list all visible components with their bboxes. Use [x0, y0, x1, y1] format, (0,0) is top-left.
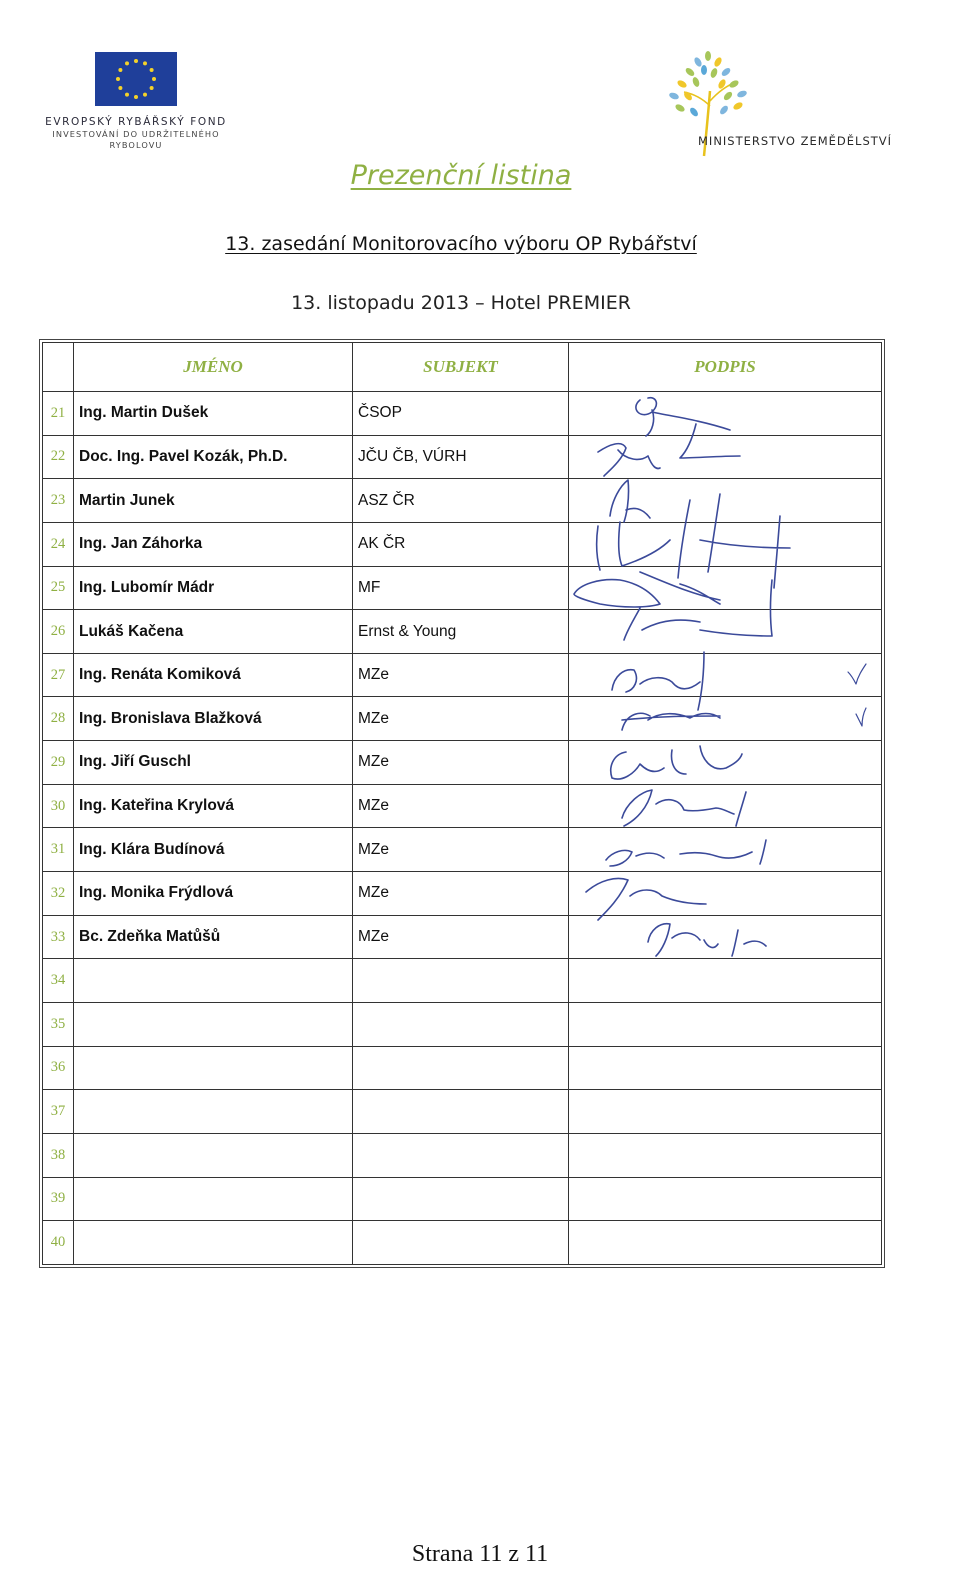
meeting-title: 13. zasedání Monitorovacího výboru OP Rybářství [225, 233, 697, 255]
row-number: 30 [43, 784, 74, 828]
signature-cell [569, 872, 882, 916]
signature-cell [569, 522, 882, 566]
signature-cell [569, 1002, 882, 1046]
attendee-subject: ČSOP [353, 392, 569, 436]
attendee-name: Lukáš Kačena [74, 610, 353, 654]
signature-cell [569, 1221, 882, 1265]
table-row [43, 522, 882, 566]
attendee-subject: MZe [353, 741, 569, 785]
row-number: 22 [43, 435, 74, 479]
attendee-subject: MZe [353, 697, 569, 741]
row-number: 25 [43, 566, 74, 610]
signature-cell [569, 828, 882, 872]
column-header-number [43, 343, 74, 392]
signature-cell [569, 915, 882, 959]
table-header-row [43, 343, 882, 392]
eu-logo-name: EVROPSKÝ RYBÁŘSKÝ FOND [45, 116, 227, 128]
row-number: 27 [43, 653, 74, 697]
table-row [43, 653, 882, 697]
row-number: 29 [43, 741, 74, 785]
signature-cell [569, 610, 882, 654]
attendee-name: Ing. Jan Záhorka [74, 522, 353, 566]
attendee-subject [353, 1133, 569, 1177]
table-row [43, 1133, 882, 1177]
attendee-subject: MZe [353, 653, 569, 697]
attendance-table [39, 339, 885, 1268]
attendee-subject: MZe [353, 915, 569, 959]
signature-cell [569, 784, 882, 828]
column-header-name: JMÉNO [74, 343, 353, 392]
table-row [43, 566, 882, 610]
attendee-name [74, 1177, 353, 1221]
signature-cell [569, 1133, 882, 1177]
attendee-name: Ing. Martin Dušek [74, 392, 353, 436]
attendee-subject: MZe [353, 828, 569, 872]
meeting-date-venue: 13. listopadu 2013 – Hotel PREMIER [291, 292, 631, 314]
attendee-name: Ing. Jiří Guschl [74, 741, 353, 785]
page-number: Strana 11 z 11 [411, 1541, 549, 1567]
attendee-name [74, 1090, 353, 1134]
attendee-name: Ing. Klára Budínová [74, 828, 353, 872]
ministry-of-agriculture-logo [664, 46, 934, 158]
attendee-name [74, 1002, 353, 1046]
table-row [43, 610, 882, 654]
attendee-subject: ASZ ČR [353, 479, 569, 523]
attendee-subject [353, 1002, 569, 1046]
attendee-subject [353, 959, 569, 1003]
ministry-logo-name: MINISTERSTVO ZEMĚDĚLSTVÍ [698, 134, 893, 148]
signature-cell [569, 697, 882, 741]
table-row [43, 435, 882, 479]
attendee-name [74, 1046, 353, 1090]
column-header-signature: PODPIS [569, 343, 882, 392]
column-header-subject: SUBJEKT [353, 343, 569, 392]
attendee-name: Doc. Ing. Pavel Kozák, Ph.D. [74, 435, 353, 479]
attendee-name [74, 1221, 353, 1265]
table-row [43, 697, 882, 741]
attendee-name: Ing. Lubomír Mádr [74, 566, 353, 610]
table-row [43, 1090, 882, 1134]
row-number: 24 [43, 522, 74, 566]
attendee-subject [353, 1177, 569, 1221]
eu-logo-line3: RYBOLOVU [109, 140, 163, 150]
row-number: 40 [43, 1221, 74, 1265]
attendee-subject: AK ČR [353, 522, 569, 566]
row-number: 37 [43, 1090, 74, 1134]
attendee-name: Ing. Monika Frýdlová [74, 872, 353, 916]
table-row [43, 1002, 882, 1046]
signature-cell [569, 1090, 882, 1134]
table-row [43, 959, 882, 1003]
row-number: 39 [43, 1177, 74, 1221]
attendee-subject: Ernst & Young [353, 610, 569, 654]
table-row [43, 872, 882, 916]
signature-cell [569, 959, 882, 1003]
row-number: 35 [43, 1002, 74, 1046]
table-row [43, 479, 882, 523]
signature-cell [569, 1046, 882, 1090]
attendee-name: Martin Junek [74, 479, 353, 523]
document-title: Prezenční listina [350, 160, 572, 191]
attendee-name: Ing. Bronislava Blažková [74, 697, 353, 741]
attendee-name: Ing. Renáta Komiková [74, 653, 353, 697]
attendee-name [74, 959, 353, 1003]
row-number: 26 [43, 610, 74, 654]
row-number: 38 [43, 1133, 74, 1177]
attendee-name [74, 1133, 353, 1177]
row-number: 28 [43, 697, 74, 741]
signature-cell [569, 392, 882, 436]
row-number: 32 [43, 872, 74, 916]
table-row [43, 1177, 882, 1221]
attendee-subject: MZe [353, 784, 569, 828]
row-number: 21 [43, 392, 74, 436]
eu-flag-icon [95, 52, 177, 106]
eu-logo-line2: INVESTOVÁNÍ DO UDRŽITELNÉHO [52, 129, 220, 139]
attendee-subject [353, 1046, 569, 1090]
attendee-name: Bc. Zdeňka Matůšů [74, 915, 353, 959]
signature-cell [569, 566, 882, 610]
attendee-name: Ing. Kateřina Krylová [74, 784, 353, 828]
signature-cell [569, 1177, 882, 1221]
signature-cell [569, 653, 882, 697]
eu-fisheries-fund-logo [36, 52, 236, 151]
table-row [43, 1046, 882, 1090]
row-number: 36 [43, 1046, 74, 1090]
attendee-subject: MZe [353, 872, 569, 916]
table-row [43, 392, 882, 436]
table-row [43, 915, 882, 959]
attendee-subject: MF [353, 566, 569, 610]
row-number: 33 [43, 915, 74, 959]
row-number: 23 [43, 479, 74, 523]
row-number: 31 [43, 828, 74, 872]
signature-cell [569, 435, 882, 479]
signature-cell [569, 479, 882, 523]
attendee-subject [353, 1221, 569, 1265]
attendee-subject [353, 1090, 569, 1134]
table-row [43, 1221, 882, 1265]
attendee-subject: JČU ČB, VÚRH [353, 435, 569, 479]
table-row [43, 741, 882, 785]
row-number: 34 [43, 959, 74, 1003]
signature-cell [569, 741, 882, 785]
table-row [43, 828, 882, 872]
table-row [43, 784, 882, 828]
